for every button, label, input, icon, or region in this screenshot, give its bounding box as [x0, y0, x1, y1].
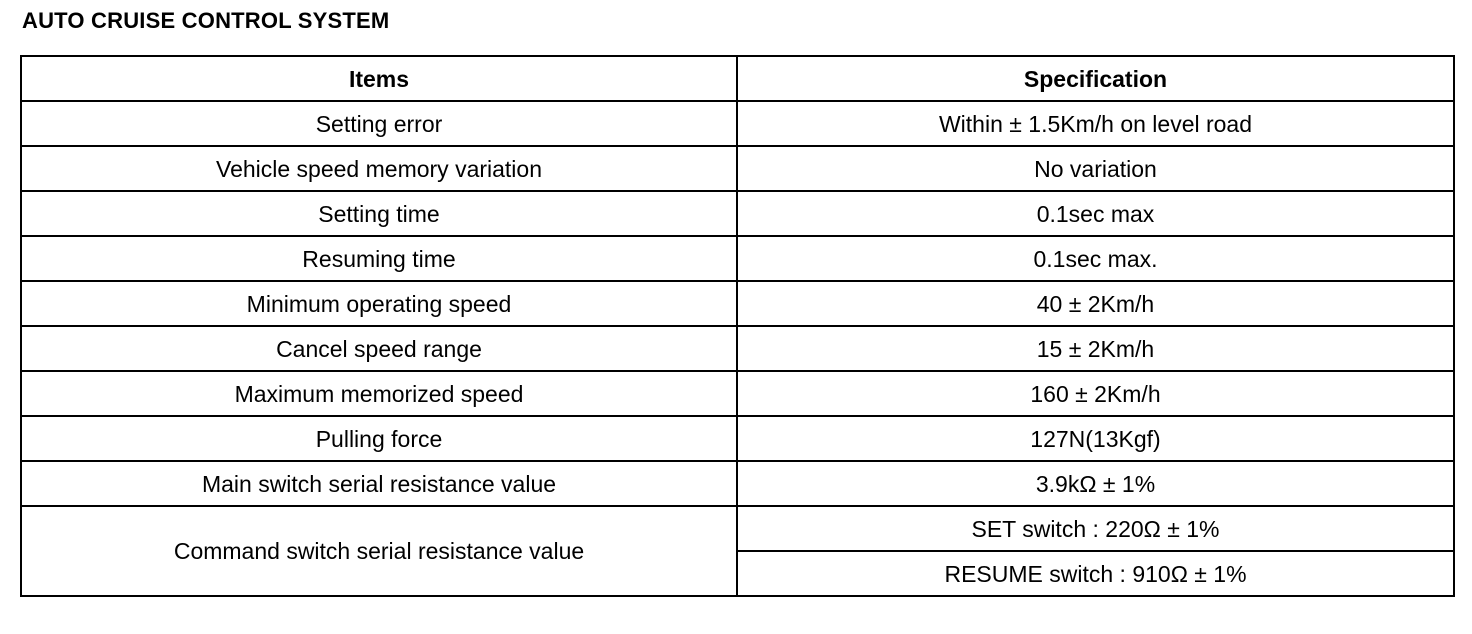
header-specification: Specification [737, 56, 1454, 101]
item-cell: Pulling force [21, 416, 737, 461]
table-row [21, 371, 1454, 416]
set-switch-spec-cell: SET switch : 220Ω ± 1% [737, 506, 1454, 551]
table-row [21, 281, 1454, 326]
table-row [21, 101, 1454, 146]
table-row [21, 326, 1454, 371]
table-row [21, 146, 1454, 191]
item-cell: Setting error [21, 101, 737, 146]
command-switch-item-cell: Command switch serial resistance value [21, 506, 737, 596]
item-cell: Resuming time [21, 236, 737, 281]
resume-switch-spec-cell: RESUME switch : 910Ω ± 1% [737, 551, 1454, 596]
item-cell: Maximum memorized speed [21, 371, 737, 416]
item-cell: Setting time [21, 191, 737, 236]
item-cell: Main switch serial resistance value [21, 461, 737, 506]
spec-cell: 127N(13Kgf) [737, 416, 1454, 461]
item-cell: Minimum operating speed [21, 281, 737, 326]
spec-cell: 0.1sec max [737, 191, 1454, 236]
spec-cell: 40 ± 2Km/h [737, 281, 1454, 326]
spec-cell: 0.1sec max. [737, 236, 1454, 281]
document-title: AUTO CRUISE CONTROL SYSTEM [22, 8, 390, 33]
table-row [21, 416, 1454, 461]
table-row [21, 461, 1454, 506]
header-items: Items [21, 56, 737, 101]
specification-table [20, 55, 1455, 597]
item-cell: Vehicle speed memory variation [21, 146, 737, 191]
spec-cell: Within ± 1.5Km/h on level road [737, 101, 1454, 146]
table-row [21, 506, 1454, 551]
spec-cell: 160 ± 2Km/h [737, 371, 1454, 416]
spec-cell: No variation [737, 146, 1454, 191]
table-row [21, 236, 1454, 281]
item-cell: Cancel speed range [21, 326, 737, 371]
table-row [21, 191, 1454, 236]
spec-cell: 3.9kΩ ± 1% [737, 461, 1454, 506]
table-header-row [21, 56, 1454, 101]
spec-cell: 15 ± 2Km/h [737, 326, 1454, 371]
